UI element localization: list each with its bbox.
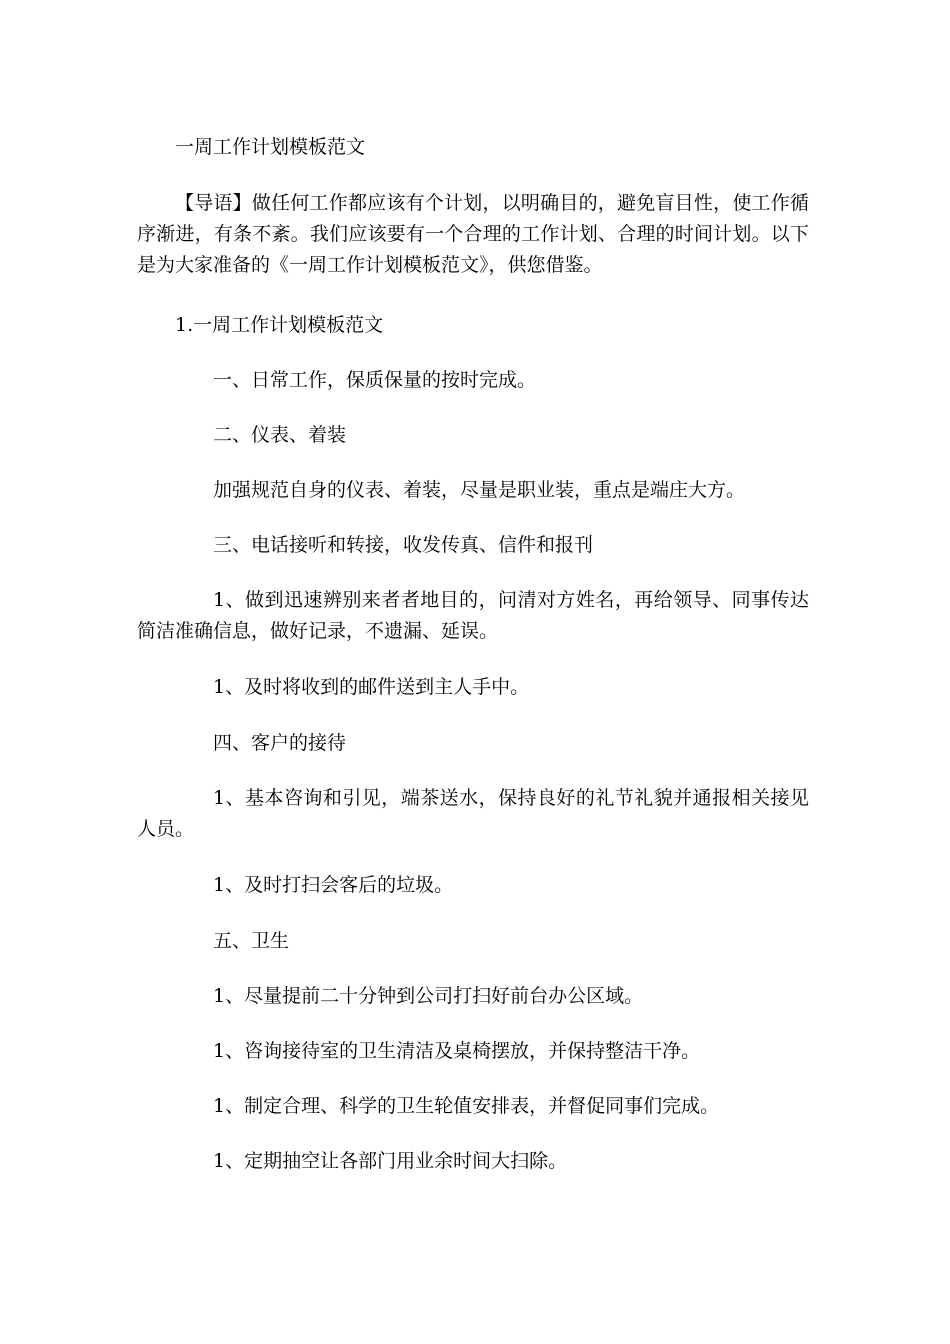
item-appearance-heading: 二、仪表、着装 [213,424,347,446]
hygiene-heading: 五、卫生 [213,930,290,952]
phone-paragraph-1: 1、做到迅速辨别来者者地目的，问清对方姓名，再给领导、同事传达简洁准确信息，做好记录，不遗漏、延误。 [137,589,809,642]
document-title: 一周工作计划模板范文 [175,136,366,158]
section-heading: 1.一周工作计划模板范文 [175,314,384,336]
hygiene-item-3: 1、制定合理、科学的卫生轮值安排表，并督促同事们完成。 [213,1095,720,1117]
reception-heading: 四、客户的接待 [213,732,347,754]
reception-paragraph-1: 1、基本咨询和引见，端茶送水，保持良好的礼节礼貌并通报相关接见人员。 [137,787,809,840]
intro-paragraph: 【导语】做任何工作都应该有个计划，以明确目的，避免盲目性，使工作循序渐进，有条不紊。我们应该要有一个合理的工作计划、合理的时间计划。以下是为大家准备的《一周工作计划模板范文》，供您借鉴。 [137,192,809,276]
hygiene-item-1: 1、尽量提前二十分钟到公司打扫好前台办公区域。 [213,985,644,1007]
item-appearance-detail: 加强规范自身的仪表、着装，尽量是职业装，重点是端庄大方。 [213,479,746,501]
hygiene-item-4: 1、定期抽空让各部门用业余时间大扫除。 [213,1150,568,1172]
reception-item-2: 1、及时打扫会客后的垃圾。 [213,874,454,896]
phone-item-2: 1、及时将收到的邮件送到主人手中。 [213,676,530,698]
item-phone-heading: 三、电话接听和转接，收发传真、信件和报刊 [213,534,594,556]
item-daily-work: 一、日常工作，保质保量的按时完成。 [213,369,537,391]
hygiene-item-2: 1、咨询接待室的卫生清洁及桌椅摆放，并保持整洁干净。 [213,1040,701,1062]
